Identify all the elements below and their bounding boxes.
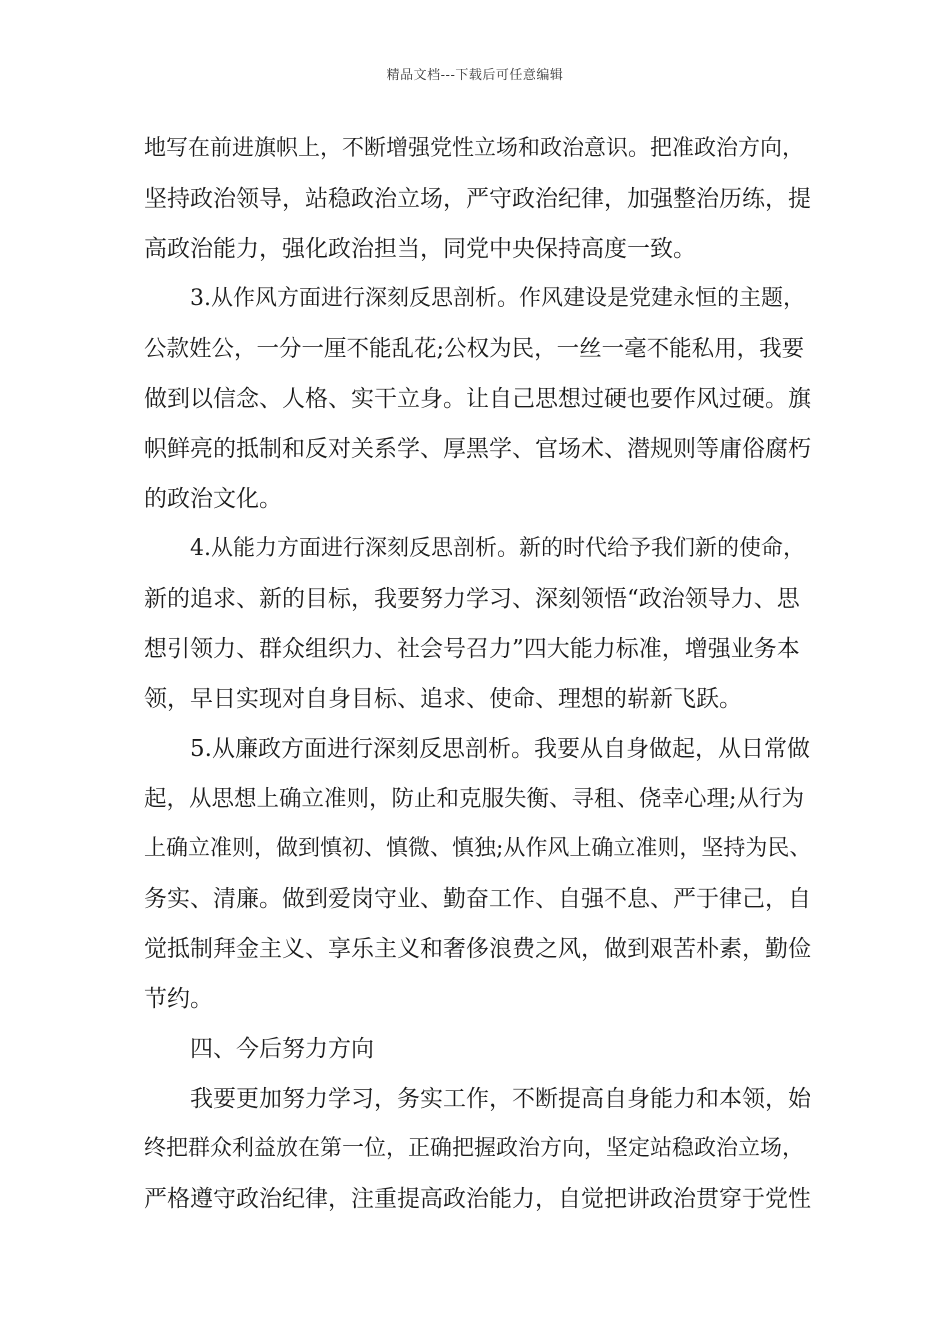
text-line: 终把群众利益放在第一位，正确把握政治方向，坚定站稳政治立场， xyxy=(144,1136,805,1161)
text-line: 4.从能力方面进行深刻反思剖析。新的时代给予我们新的使命， xyxy=(190,536,805,561)
text-line: 上确立准则，做到慎初、慎微、慎独;从作风上确立准则，坚持为民、 xyxy=(144,836,812,861)
text-line: 严格遵守政治纪律，注重提高政治能力，自觉把讲政治贯穿于党性 xyxy=(144,1186,811,1212)
text-line: 务实、清廉。做到爱岗守业、勤奋工作、自强不息、严于律己，自 xyxy=(144,886,811,912)
text-line: 帜鲜亮的抵制和反对关系学、厚黑学、官场术、潜规则等庸俗腐朽 xyxy=(144,436,811,462)
text-line: 我要更加努力学习，务实工作，不断提高自身能力和本领，始 xyxy=(190,1086,811,1112)
text-line: 5.从廉政方面进行深刻反思剖析。我要从自身做起，从日常做 xyxy=(190,736,810,762)
text-line: 起，从思想上确立准则，防止和克服失衡、寻租、侥幸心理;从行为 xyxy=(144,786,805,812)
text-line: 做到以信念、人格、实干立身。让自己思想过硬也要作风过硬。旗 xyxy=(144,386,811,412)
text-line: 四、今后努力方向 xyxy=(190,1036,374,1062)
text-line: 坚持政治领导，站稳政治立场，严守政治纪律，加强整治历练，提 xyxy=(144,186,811,212)
text-line: 高政治能力，强化政治担当，同党中央保持高度一致。 xyxy=(144,236,696,262)
text-line: 想引领力、群众组织力、社会号召力”四大能力标准，增强业务本 xyxy=(144,636,800,662)
text-line: 公款姓公，一分一厘不能乱花;公权为民，一丝一毫不能私用，我要 xyxy=(144,336,805,362)
document-body xyxy=(144,124,812,1224)
text-line: 的政治文化。 xyxy=(144,486,282,512)
text-line: 领，早日实现对自身目标、追求、使命、理想的崭新飞跃。 xyxy=(144,686,742,712)
text-line: 新的追求、新的目标，我要努力学习、深刻领悟“政治领导力、思 xyxy=(144,586,800,612)
page-header: 精品文档---下载后可任意编辑 xyxy=(386,68,564,83)
text-line: 地写在前进旗帜上，不断增强党性立场和政治意识。把准政治方向， xyxy=(144,136,805,161)
text-line: 觉抵制拜金主义、享乐主义和奢侈浪费之风，做到艰苦朴素，勤俭 xyxy=(144,936,811,962)
text-line: 节约。 xyxy=(144,986,213,1012)
text-line: 3.从作风方面进行深刻反思剖析。作风建设是党建永恒的主题， xyxy=(190,286,805,311)
